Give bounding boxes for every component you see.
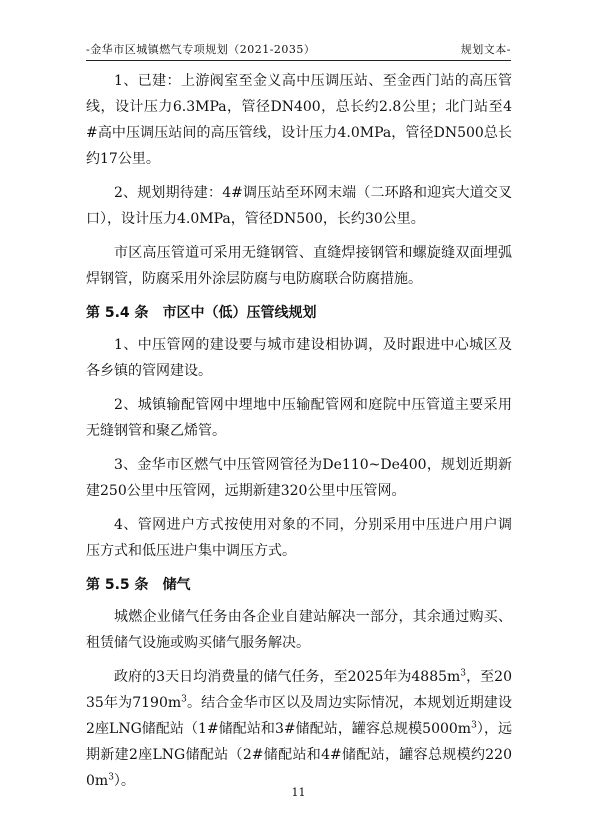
section-heading-5-4: [86, 300, 512, 326]
page-content: [86, 68, 512, 802]
section-title: 储气: [162, 577, 191, 593]
paragraph-existing-pipeline: 1、已建：上游阀室至金义高中压调压站、至金西门站的高压管线，设计压力6.3MPa，管径DN400，总长约2.8公里；北门站至4#高中压调压站间的高压管线，设计压力4.0MPa，管径DN500总长约17公里。: [86, 73, 512, 167]
header-title: -金华市区城镇燃气专项规划（2021-2035）: [86, 43, 316, 56]
section-heading-5-5: [86, 572, 512, 598]
page-header: [86, 40, 511, 61]
paragraph-pipe-materials: 市区高压管道可采用无缝钢管、直缝焊接钢管和螺旋缝双面埋弧焊钢管，防腐采用外涂层防腐与电防腐联合防腐措施。: [86, 245, 512, 287]
section-title: 市区中（低）压管线规划: [162, 305, 317, 321]
paragraph-planned-pipeline: 2、规划期待建：4#调压站至环网末端（二环路和迎宾大道交叉口），设计压力4.0MPa，管径DN500，长约30公里。: [86, 185, 512, 227]
section-number: 第 5.5 条: [86, 577, 149, 593]
paragraph-item-4: 4、管网进户方式按使用对象的不同，分别采用中压进户用户调压方式和低压进户集中调压方式。: [86, 517, 512, 559]
paragraph-item-1: 1、中压管网的建设要与城市建设相协调，及时跟进中心城区及各乡镇的管网建设。: [86, 337, 512, 379]
header-doc-type: 规划文本-: [460, 43, 511, 56]
page-number: 11: [291, 786, 306, 799]
paragraph-storage-intro: 城燃企业储气任务由各企业自建站解决一部分，其余通过购买、租赁储气设施或购买储气服务解决。: [86, 609, 512, 651]
paragraph-item-3: 3、金华市区燃气中压管网管径为De110~De400，规划近期新建250公里中压管网，远期新建320公里中压管网。: [86, 457, 512, 499]
section-number: 第 5.4 条: [86, 305, 149, 321]
paragraph-item-2: 2、城镇输配管网中埋地中压输配管网和庭院中压管道主要采用无缝钢管和聚乙烯管。: [86, 397, 512, 439]
paragraph-storage-plan: 政府的3天日均消费量的储气任务，至2025年为$4885m^3$，至2035年为$7190m^3$。结合金华市区以及周边实际情况，本规划近期建设2座LNG储配站（1#储配站和3#储配站，罐容总规模$5000m^3$），远期新建2座LNG储配站（2#储配站和4#储配站，罐容总规模约$2200m^3$）。: [86, 668, 513, 789]
